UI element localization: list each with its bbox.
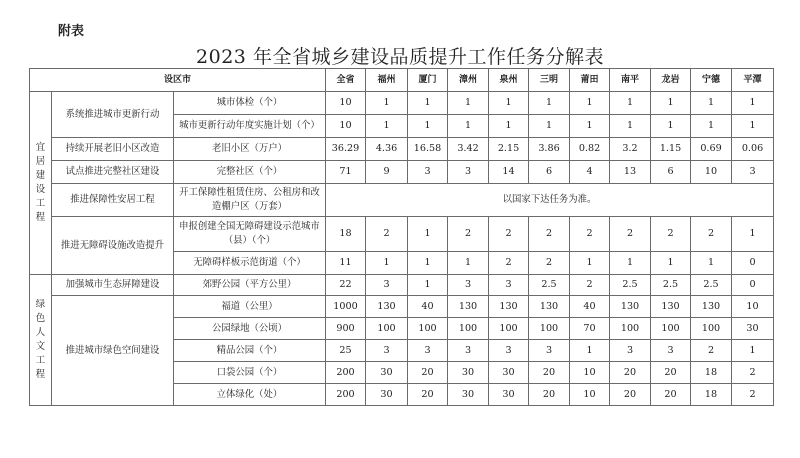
value-cell: 2 [570,275,610,296]
value-cell: 2 [570,217,610,252]
value-cell: 1 [651,92,691,115]
value-cell: 20 [529,362,570,384]
city-header: 厦门 [408,69,448,92]
value-cell: 1 [732,115,774,138]
indicator-cell: 城市更新行动年度实施计划（个） [174,115,326,138]
value-cell: 130 [651,296,691,318]
value-cell: 2 [691,217,732,252]
value-cell: 1 [408,217,448,252]
value-cell: 2 [732,362,774,384]
task-cell: 系统推进城市更新行动 [52,92,174,138]
value-cell: 20 [610,384,651,406]
value-cell: 3 [366,340,408,362]
city-header: 漳州 [448,69,489,92]
value-cell: 20 [651,362,691,384]
value-cell: 130 [366,296,408,318]
value-cell: 2.5 [691,275,732,296]
value-cell: 30 [489,384,529,406]
value-cell: 4.36 [366,138,408,161]
value-cell: 130 [489,296,529,318]
value-cell: 1 [448,92,489,115]
value-cell: 36.29 [326,138,366,161]
header-row [30,69,774,92]
value-cell: 30 [489,362,529,384]
value-cell: 1 [408,115,448,138]
value-cell: 3.42 [448,138,489,161]
value-cell: 13 [610,161,651,184]
value-cell: 20 [408,384,448,406]
value-cell: 3 [651,340,691,362]
value-cell: 1 [570,252,610,275]
task-cell: 持续开展老旧小区改造 [52,138,174,161]
indicator-cell: 郊野公园（平方公里） [174,275,326,296]
table-row [30,275,774,296]
value-cell: 2 [489,252,529,275]
value-cell: 900 [326,318,366,340]
value-cell: 1 [448,252,489,275]
indicator-cell: 开工保障性租赁住房、公租房和改造棚户区（万套） [174,184,326,217]
value-cell: 3 [366,275,408,296]
value-cell: 3 [732,161,774,184]
category-cell: 绿色人文工程 [30,275,52,406]
value-cell: 200 [326,384,366,406]
value-cell: 1 [691,252,732,275]
region-header: 设区市 [30,69,326,92]
task-cell: 推进保障性安居工程 [52,184,174,217]
value-cell: 2 [651,217,691,252]
value-cell: 3.86 [529,138,570,161]
task-cell: 加强城市生态屏障建设 [52,275,174,296]
value-cell: 10 [732,296,774,318]
value-cell: 0.82 [570,138,610,161]
value-cell: 70 [570,318,610,340]
value-cell: 100 [489,318,529,340]
value-cell: 1.15 [651,138,691,161]
value-cell: 3 [489,340,529,362]
value-cell: 3 [529,340,570,362]
value-cell: 1 [732,217,774,252]
table-row [30,296,774,318]
city-header: 龙岩 [651,69,691,92]
value-cell: 1 [570,340,610,362]
value-cell: 0 [732,252,774,275]
value-cell: 1 [408,92,448,115]
value-cell: 3 [610,340,651,362]
value-cell: 1 [366,92,408,115]
value-cell: 1 [570,92,610,115]
value-cell: 200 [326,362,366,384]
indicator-cell: 口袋公园（个） [174,362,326,384]
value-cell: 3 [448,340,489,362]
value-cell: 18 [691,384,732,406]
value-cell: 3 [448,161,489,184]
value-cell: 16.58 [408,138,448,161]
value-cell: 2.15 [489,138,529,161]
value-cell: 1 [489,115,529,138]
value-cell: 40 [408,296,448,318]
value-cell: 20 [408,362,448,384]
value-cell: 3 [448,275,489,296]
value-cell: 1 [732,92,774,115]
value-cell: 1 [651,252,691,275]
value-cell: 130 [448,296,489,318]
value-cell: 10 [326,92,366,115]
value-cell: 1 [489,92,529,115]
indicator-cell: 立体绿化（处） [174,384,326,406]
value-cell: 3 [408,340,448,362]
value-cell: 2 [489,217,529,252]
indicator-cell: 公园绿地（公顷） [174,318,326,340]
city-header: 宁德 [691,69,732,92]
value-cell: 0 [732,275,774,296]
table-row [30,184,774,217]
indicator-cell: 城市体检（个） [174,92,326,115]
value-cell: 2.5 [651,275,691,296]
city-header: 泉州 [489,69,529,92]
table-row [30,161,774,184]
indicator-cell: 申报创建全国无障碍建设示范城市（县）（个） [174,217,326,252]
value-cell: 130 [529,296,570,318]
value-cell: 10 [326,115,366,138]
value-cell: 30 [448,362,489,384]
table-title: 2023 年全省城乡建设品质提升工作任务分解表 [196,46,604,68]
value-cell: 25 [326,340,366,362]
value-cell: 10 [691,161,732,184]
value-cell: 1 [570,115,610,138]
task-table [29,68,774,406]
value-cell: 2.5 [610,275,651,296]
value-cell: 1 [529,92,570,115]
appendix-label: 附表 [58,24,85,39]
table-row [30,92,774,115]
value-cell: 2 [366,217,408,252]
value-cell: 18 [691,362,732,384]
value-cell: 100 [529,318,570,340]
value-cell: 30 [366,362,408,384]
value-cell: 1 [691,115,732,138]
value-cell: 2.5 [529,275,570,296]
value-cell: 100 [691,318,732,340]
value-cell: 100 [366,318,408,340]
value-cell: 20 [610,362,651,384]
indicator-cell: 福道（公里） [174,296,326,318]
value-cell: 1 [366,115,408,138]
value-cell: 100 [651,318,691,340]
value-cell: 30 [366,384,408,406]
value-cell: 1 [366,252,408,275]
value-cell: 2 [732,384,774,406]
value-cell: 2 [529,217,570,252]
value-cell: 18 [326,217,366,252]
value-cell: 1 [610,92,651,115]
value-cell: 100 [408,318,448,340]
task-cell: 推进无障碍设施改造提升 [52,217,174,275]
city-header: 全省 [326,69,366,92]
value-cell: 2 [610,217,651,252]
value-cell: 0.06 [732,138,774,161]
value-cell: 20 [651,384,691,406]
value-cell: 130 [691,296,732,318]
city-header: 莆田 [570,69,610,92]
value-cell: 30 [732,318,774,340]
value-cell: 1 [610,115,651,138]
task-cell: 试点推进完整社区建设 [52,161,174,184]
value-cell: 100 [610,318,651,340]
city-header: 南平 [610,69,651,92]
value-cell: 9 [366,161,408,184]
city-header: 平潭 [732,69,774,92]
value-cell: 10 [570,384,610,406]
table-row [30,138,774,161]
value-cell: 22 [326,275,366,296]
value-cell: 6 [529,161,570,184]
housing-note-cell: 以国家下达任务为准。 [326,184,774,217]
value-cell: 6 [651,161,691,184]
indicator-cell: 精品公园（个） [174,340,326,362]
value-cell: 2 [448,217,489,252]
value-cell: 1 [732,340,774,362]
value-cell: 2 [529,252,570,275]
value-cell: 14 [489,161,529,184]
value-cell: 130 [610,296,651,318]
value-cell: 2 [691,340,732,362]
city-header: 三明 [529,69,570,92]
value-cell: 3 [489,275,529,296]
value-cell: 1 [651,115,691,138]
value-cell: 10 [570,362,610,384]
value-cell: 40 [570,296,610,318]
value-cell: 1 [448,115,489,138]
value-cell: 1000 [326,296,366,318]
value-cell: 20 [529,384,570,406]
value-cell: 1 [408,275,448,296]
value-cell: 0.69 [691,138,732,161]
city-header: 福州 [366,69,408,92]
value-cell: 1 [610,252,651,275]
value-cell: 1 [691,92,732,115]
value-cell: 4 [570,161,610,184]
indicator-cell: 无障碍样板示范街道（个） [174,252,326,275]
indicator-cell: 完整社区（个） [174,161,326,184]
value-cell: 1 [529,115,570,138]
value-cell: 3 [408,161,448,184]
category-cell: 宜居建设工程 [30,92,52,275]
value-cell: 30 [448,384,489,406]
value-cell: 1 [408,252,448,275]
value-cell: 100 [448,318,489,340]
value-cell: 3.2 [610,138,651,161]
task-cell: 推进城市绿色空间建设 [52,296,174,406]
value-cell: 11 [326,252,366,275]
indicator-cell: 老旧小区（万户） [174,138,326,161]
table-row [30,217,774,252]
value-cell: 71 [326,161,366,184]
